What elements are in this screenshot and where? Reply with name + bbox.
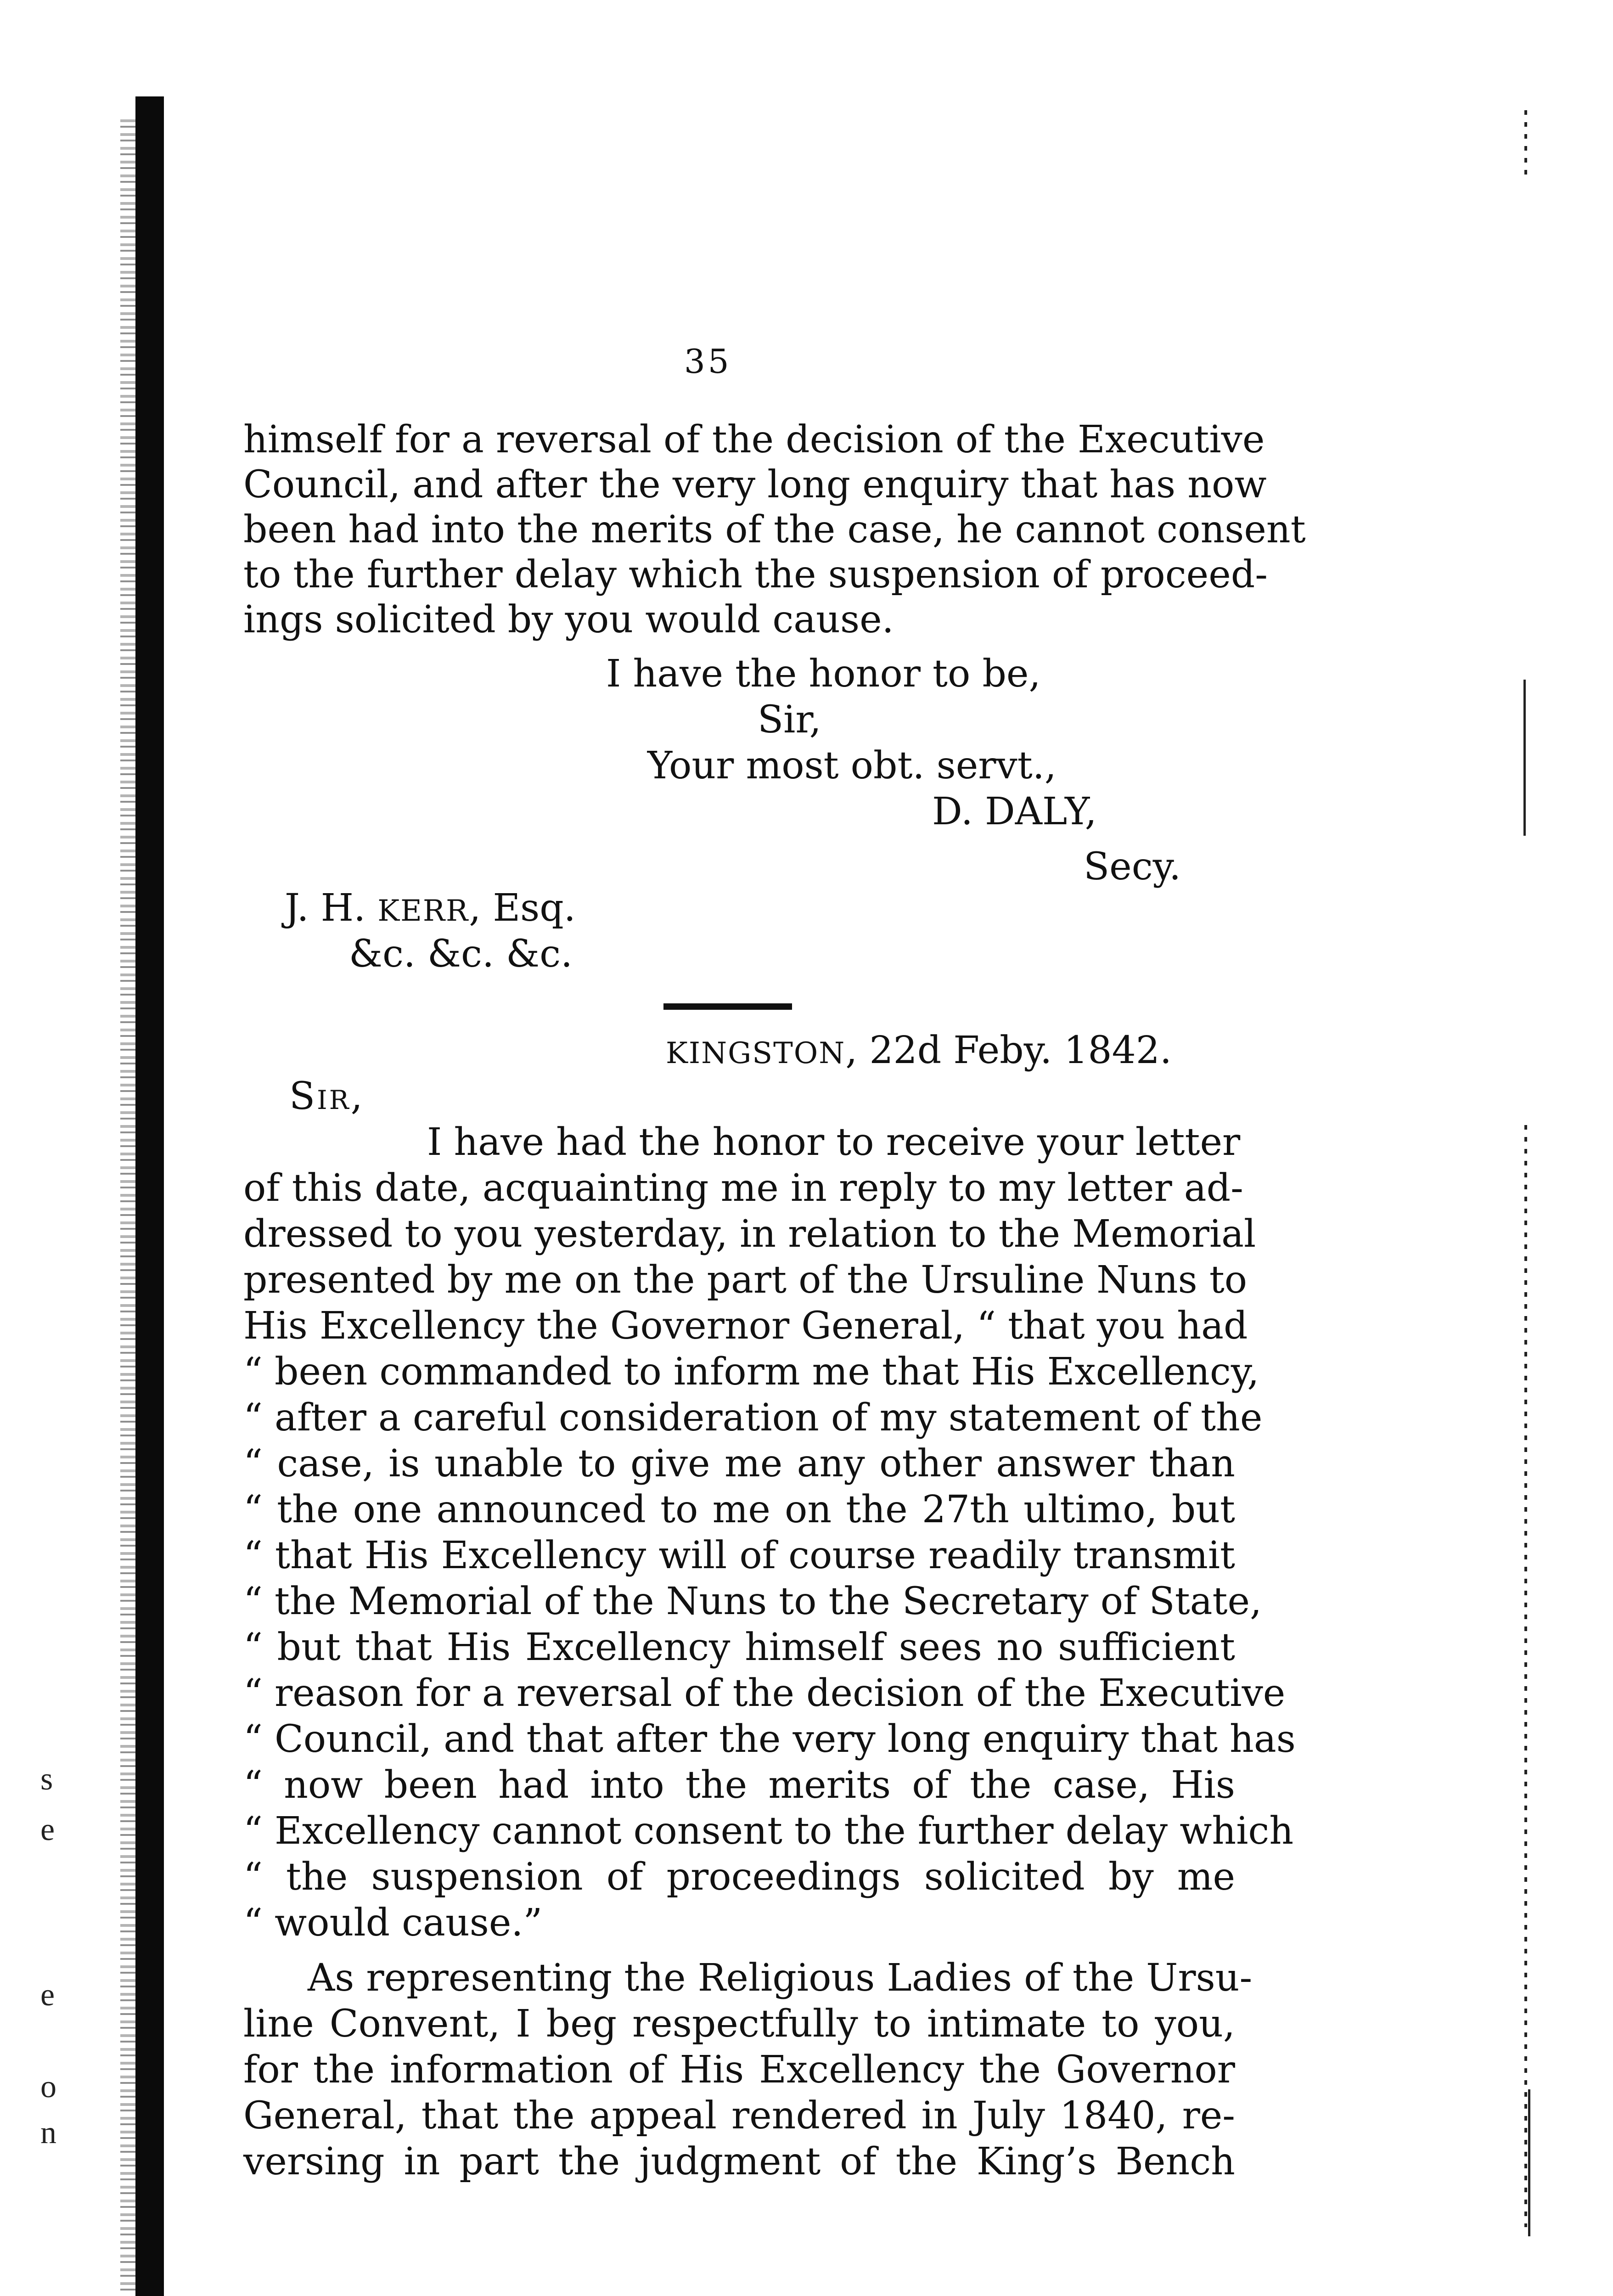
- text-line: “ but that His Excellency himself sees no sufficient: [243, 1626, 1235, 1669]
- edge-letter: s: [40, 1761, 53, 1797]
- addressee-initials: J. H.: [285, 886, 378, 930]
- text-line: I have had the honor to receive your letter: [427, 1120, 1241, 1164]
- text-line: “ reason for a reversal of the decision of the Executive: [243, 1671, 1286, 1715]
- closing-line: I have the honor to be,: [606, 652, 1041, 696]
- text-line: His Excellency the Governor General, “ that you had: [243, 1304, 1248, 1348]
- salutation: Sir,: [289, 1075, 365, 1118]
- text-line: of this date, acquainting me in reply to my letter ad-: [243, 1166, 1243, 1210]
- page-number: 35: [684, 342, 732, 381]
- edge-letter: o: [40, 2069, 56, 2105]
- text-line: “ after a careful consideration of my statement of the: [243, 1396, 1263, 1440]
- text-line: “ would cause.”: [243, 1901, 543, 1945]
- dateline-date: , 22d Feby. 1842.: [845, 1029, 1172, 1072]
- text-line: “ that His Excellency will of course readily transmit: [243, 1534, 1235, 1577]
- text-line: General, that the appeal rendered in July 1840, re-: [243, 2094, 1235, 2138]
- addressee-name: [285, 886, 576, 933]
- edge-letter: e: [40, 1977, 55, 2013]
- scan-artifact-mark: [1524, 110, 1527, 174]
- dateline-place: KINGSTON: [666, 1036, 846, 1070]
- page-binding: [135, 96, 164, 2296]
- text-line: to the further delay which the suspension of proceed-: [243, 553, 1268, 597]
- closing-line: Sir,: [758, 698, 821, 742]
- text-line: “ the suspension of proceedings solicited by me: [243, 1855, 1235, 1899]
- signature: D. DALY,: [932, 790, 1097, 833]
- text-line: Council, and after the very long enquiry that has now: [243, 463, 1267, 506]
- edge-letter: n: [40, 2115, 56, 2150]
- dateline: [666, 1029, 1172, 1075]
- scan-artifact-mark: [1523, 680, 1526, 836]
- signature-title: Secy.: [1084, 845, 1181, 889]
- text-line: “ now been had into the merits of the case, His: [243, 1763, 1235, 1807]
- addressee-etc: &c. &c. &c.: [349, 932, 573, 976]
- section-divider: [663, 1003, 792, 1010]
- text-line: dressed to you yesterday, in relation to the Memorial: [243, 1212, 1256, 1256]
- text-line: “ Council, and that after the very long enquiry that has: [243, 1717, 1296, 1761]
- text-line: presented by me on the part of the Ursuline Nuns to: [243, 1258, 1248, 1302]
- edge-letter: e: [40, 1812, 55, 1847]
- text-line: ings solicited by you would cause.: [243, 598, 894, 642]
- text-line: As representing the Religious Ladies of the Ursu-: [308, 1956, 1253, 2000]
- scan-artifact-mark: [1524, 1125, 1527, 2227]
- closing-line: Your most obt. servt.,: [647, 744, 1057, 788]
- text-line: versing in part the judgment of the King’s Bench: [243, 2140, 1235, 2183]
- text-line: “ the Memorial of the Nuns to the Secretary of State,: [243, 1580, 1262, 1623]
- addressee-surname: KERR: [377, 894, 469, 928]
- text-line: been had into the merits of the case, he cannot consent: [243, 508, 1306, 551]
- text-line: line Convent, I beg respectfully to intimate to you,: [243, 2002, 1235, 2046]
- text-line: for the information of His Excellency the Governor: [243, 2048, 1235, 2092]
- text-line: “ Excellency cannot consent to the further delay which: [243, 1809, 1294, 1853]
- text-line: himself for a reversal of the decision of the Executive: [243, 418, 1265, 461]
- scan-artifact-mark: [1528, 2089, 1530, 2236]
- text-line: “ case, is unable to give me any other answer than: [243, 1442, 1235, 1486]
- text-line: “ the one announced to me on the 27th ultimo, but: [243, 1488, 1235, 1531]
- text-line: “ been commanded to inform me that His Excellency,: [243, 1350, 1259, 1394]
- addressee-suffix: , Esq.: [469, 886, 576, 930]
